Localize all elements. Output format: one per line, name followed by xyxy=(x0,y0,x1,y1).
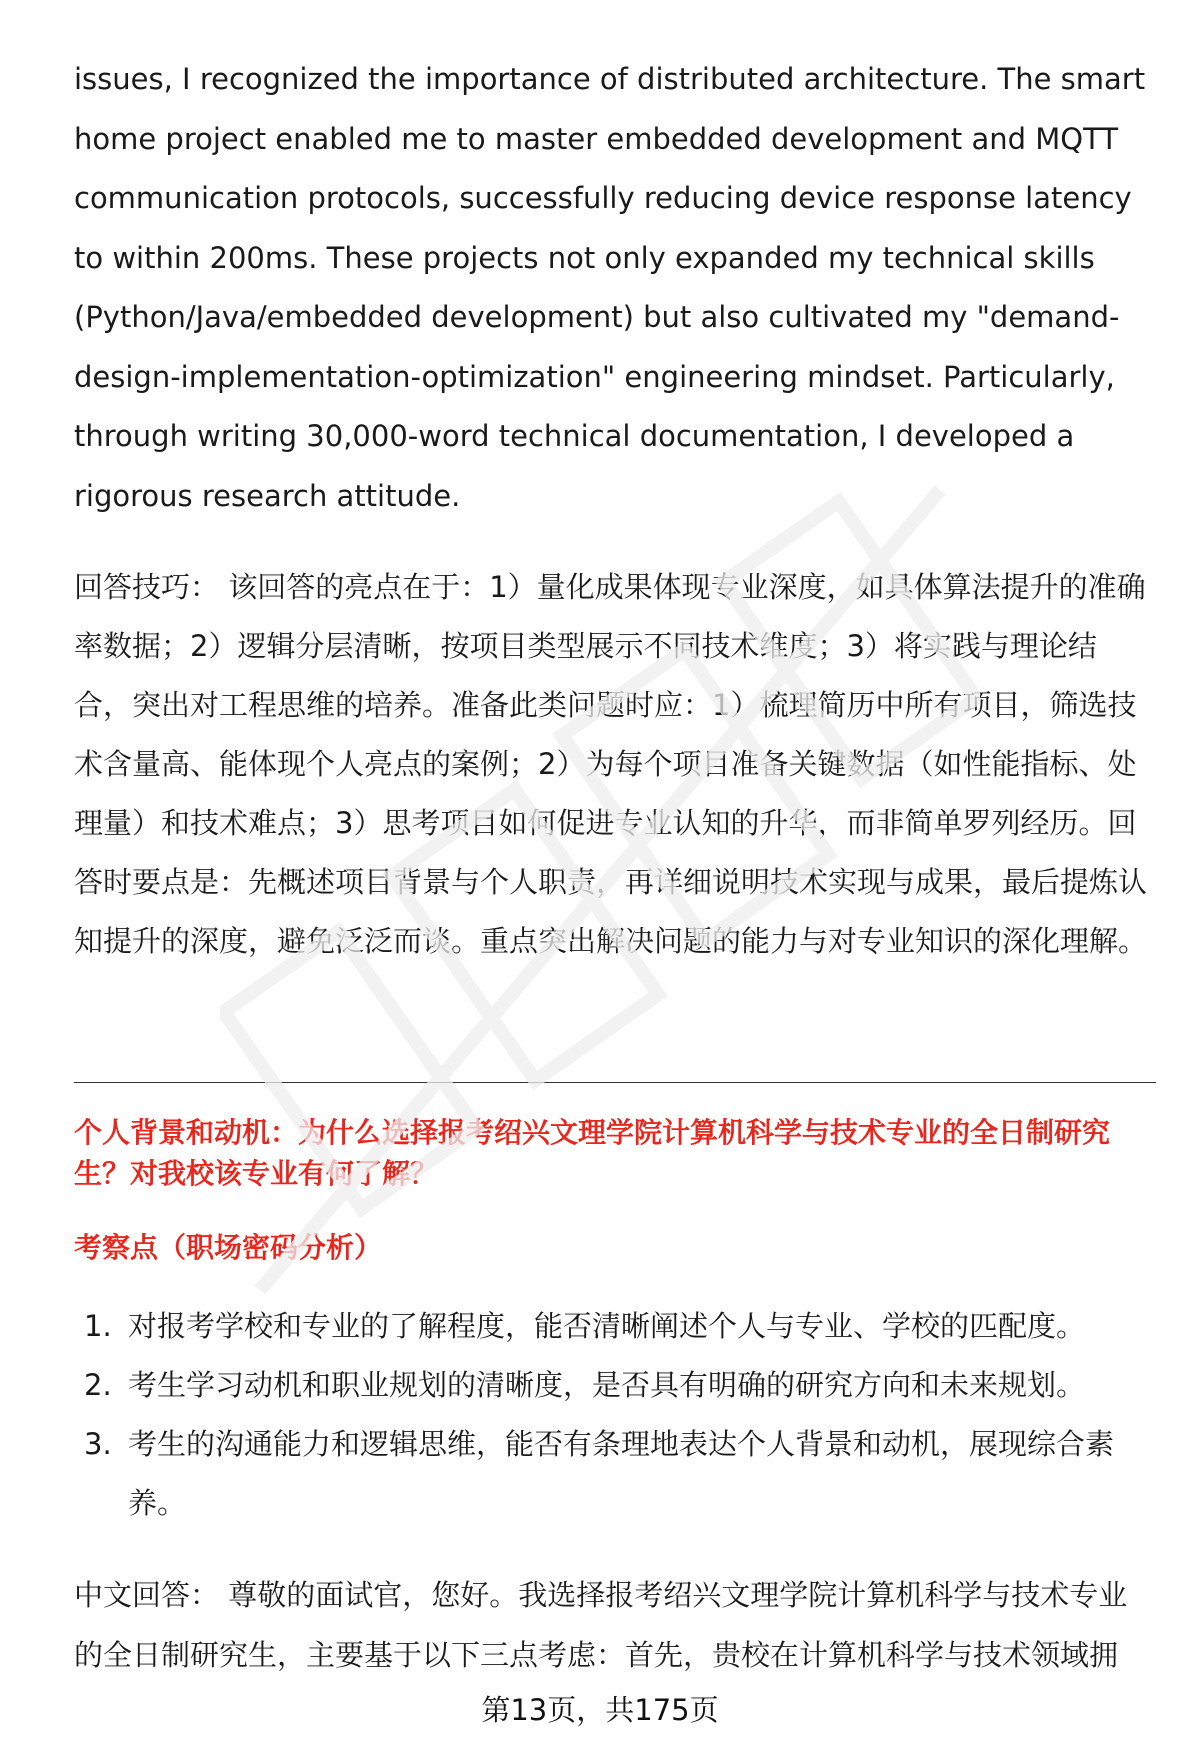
english-paragraph: issues, I recognized the importance of distributed architecture. The smart home project enabled me to master embedded development and MQTT communication protocols, successfully reducing device response latency to within 200ms. These projects not only expanded my technical skills (Python/Java/embedded development) but also cultivated my "demand-design-implementation-optimization" engineering mindset. Particularly, through writing 30,000-word technical documentation, I developed a rigorous research attitude. xyxy=(74,62,1146,513)
page-content xyxy=(74,50,1154,971)
chinese-answer-paragraph xyxy=(74,1565,1154,1685)
list-item-number: 3. xyxy=(84,1427,112,1461)
list-item-number: 2. xyxy=(84,1368,112,1402)
answer-tips-paragraph xyxy=(74,558,1154,971)
tips-label: 回答技巧： xyxy=(74,570,220,604)
analysis-heading: 考察点（职场密码分析） xyxy=(74,1231,383,1264)
answer-text: 尊敬的面试官，您好。我选择报考绍兴文理学院计算机科学与技术专业的全日制研究生，主要基于以下三点考虑：首先，贵校在计算机科学与技术领域拥 xyxy=(74,1578,1128,1672)
list-item-text: 考生的沟通能力和逻辑思维，能否有条理地表达个人背景和动机，展现综合素养。 xyxy=(128,1427,1115,1520)
section-divider xyxy=(74,1082,1156,1083)
analysis-points-list xyxy=(74,1297,1154,1533)
list-item xyxy=(74,1297,1154,1356)
page-number-footer: 第13页，共175页 xyxy=(481,1693,719,1727)
list-item-text: 考生学习动机和职业规划的清晰度，是否具有明确的研究方向和未来规划。 xyxy=(128,1368,1086,1402)
list-item-text: 对报考学校和专业的了解程度，能否清晰阐述个人与专业、学校的匹配度。 xyxy=(128,1309,1086,1343)
list-item-number: 1. xyxy=(84,1309,112,1343)
question-heading: 个人背景和动机：为什么选择报考绍兴文理学院计算机科学与技术专业的全日制研究生？对我校该专业有何了解？ xyxy=(74,1116,1111,1190)
list-item xyxy=(74,1415,1154,1533)
list-item xyxy=(74,1356,1154,1415)
tips-text: 该回答的亮点在于：1）量化成果体现专业深度，如具体算法提升的准确率数据；2）逻辑分层清晰，按项目类型展示不同技术维度；3）将实践与理论结合，突出对工程思维的培养。准备此类问题时应：1）梳理简历中所有项目，筛选技术含量高、能体现个人亮点的案例；2）为每个项目准备关键数据（如性能指标、处理量）和技术难点；3）思考项目如何促进专业认知的升华，而非简单罗列经历。回答时要点是：先概述项目背景与个人职责，再详细说明技术实现与成果，最后提炼认知提升的深度，避免泛泛而谈。重点突出解决问题的能力与对专业知识的深化理解。 xyxy=(74,570,1148,958)
answer-label: 中文回答： xyxy=(74,1578,220,1612)
